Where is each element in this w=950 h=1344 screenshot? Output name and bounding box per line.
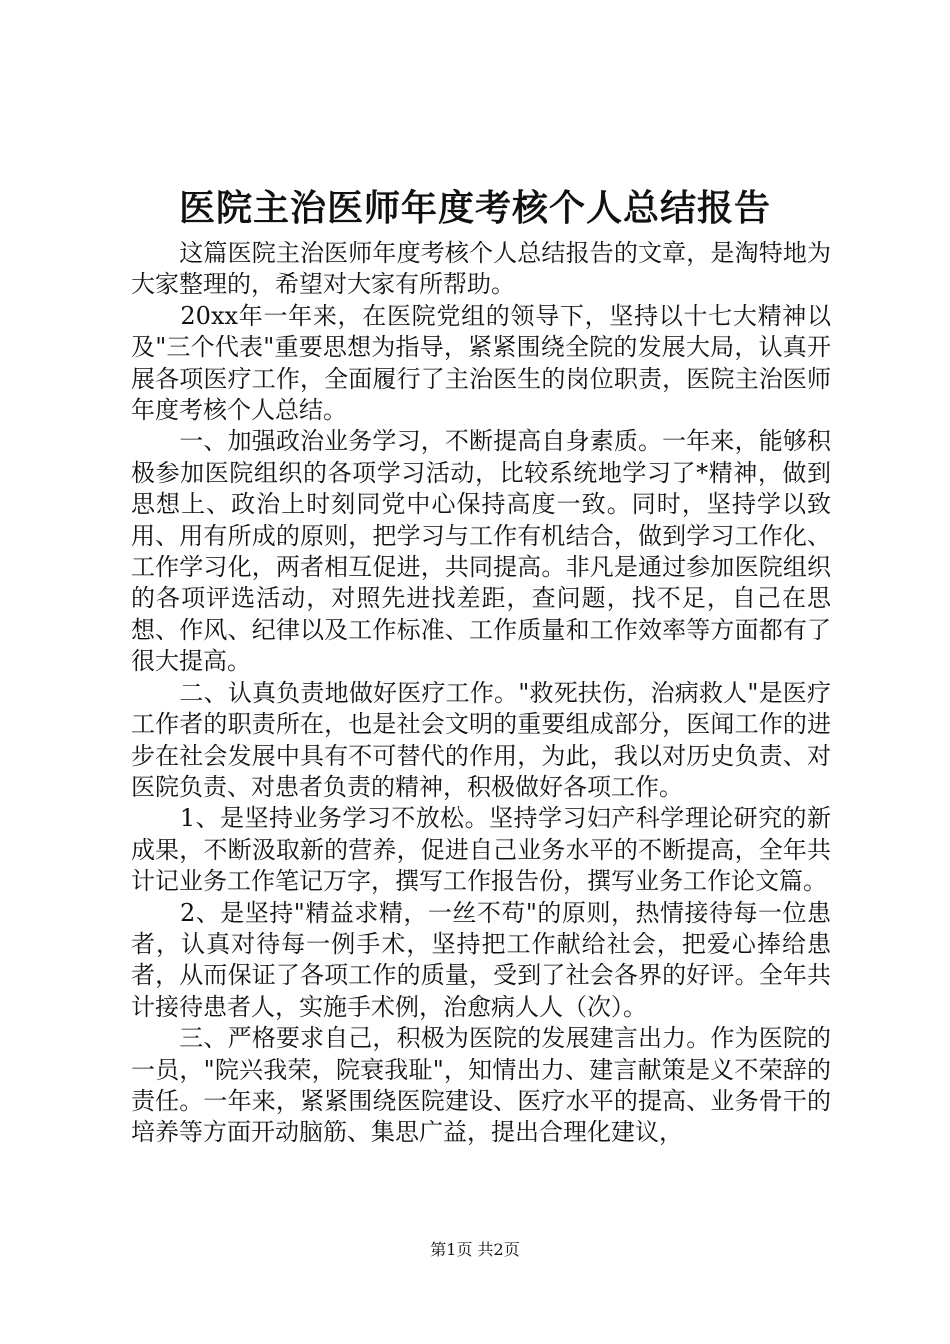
paragraph-section-3: 三、严格要求自己，积极为医院的发展建言出力。作为医院的一员，"院兴我荣，院衰我耻"，知情出力、建言献策是义不荣辞的责任。一年来，紧紧围绕医院建设、医疗水平的提高、业务骨干的培养等方面开动脑筋、集思广益，提出合理化建议，: [131, 1024, 831, 1147]
paragraph-item-1: 1、是坚持业务学习不放松。坚持学习妇产科学理论研究的新成果，不断汲取新的营养，促进自己业务水平的不断提高，全年共计记业务工作笔记万字，撰写工作报告份，撰写业务工作论文篇。: [131, 804, 831, 896]
paragraph-section-1: 一、加强政治业务学习，不断提高自身素质。一年来，能够积极参加医院组织的各项学习活动，比较系统地学习了*精神，做到思想上、政治上时刻同党中心保持高度一致。同时，坚持学以致用、用有所成的原则，把学习与工作有机结合，做到学习工作化、工作学习化，两者相互促进，共同提高。非凡是通过参加医院组织的各项评选活动，对照先进找差距，查问题，找不足，自己在思想、作风、纪律以及工作标准、工作质量和工作效率等方面都有了很大提高。: [131, 427, 831, 676]
document-title: 医院主治医师年度考核个人总结报告: [178, 187, 771, 229]
document-body: [131, 238, 831, 1149]
page-number-footer: 第1页 共2页: [430, 1240, 520, 1259]
paragraph-item-2: 2、是坚持"精益求精，一丝不苟"的原则，热情接待每一位患者，认真对待每一例手术，坚持把工作献给社会，把爱心捧给患者，从而保证了各项工作的质量，受到了社会各界的好评。全年共计接待患者人，实施手术例，治愈病人人（次）。: [131, 898, 831, 1021]
paragraph-overview: 20xx年一年来，在医院党组的领导下，坚持以十七大精神以及"三个代表"重要思想为指导，紧紧围绕全院的发展大局，认真开展各项医疗工作，全面履行了主治医生的岗位职责，医院主治医师年度考核个人总结。: [131, 301, 831, 425]
paragraph-intro: 这篇医院主治医师年度考核个人总结报告的文章，是淘特地为大家整理的，希望对大家有所帮助。: [131, 239, 831, 299]
paragraph-section-2: 二、认真负责地做好医疗工作。"救死扶伤，治病救人"是医疗工作者的职责所在，也是社会文明的重要组成部分，医闻工作的进步在社会发展中具有不可替代的作用，为此，我以对历史负责、对医院负责、对患者负责的精神，积极做好各项工作。: [131, 678, 831, 801]
